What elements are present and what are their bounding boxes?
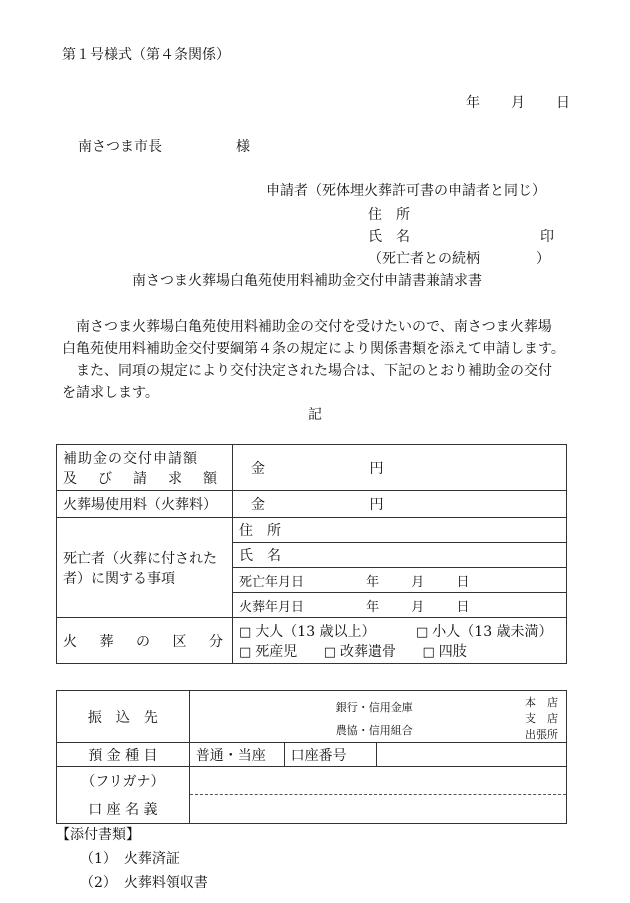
option-stillborn-label: 死産児 bbox=[255, 643, 298, 660]
requested-amount-label-line1: 補助金の交付申請額 bbox=[63, 450, 198, 467]
day-label: 日 bbox=[456, 574, 470, 590]
char: 及 bbox=[63, 470, 77, 487]
form-number: 第１号様式（第４条関係） bbox=[62, 47, 230, 63]
relation-label: （死亡者との続柄 ） bbox=[368, 251, 550, 267]
option-reburial-label: 改葬遺骨 bbox=[340, 643, 397, 660]
attachment-item-1: （1） 火葬済証 bbox=[80, 851, 180, 867]
bank-type-line2: 農協・信用組合 bbox=[335, 724, 413, 737]
branch-main: 本 店 bbox=[525, 696, 558, 709]
deceased-label bbox=[57, 518, 233, 618]
deceased-label-line1: 死亡者（火葬に付された bbox=[63, 550, 217, 567]
para2-line2: を請求します。 bbox=[62, 385, 159, 401]
month-label: 月 bbox=[411, 599, 425, 615]
date-year: 年 bbox=[466, 95, 480, 111]
cremation-date[interactable] bbox=[232, 593, 566, 618]
account-name-label bbox=[57, 767, 190, 824]
para2-line1: また、同項の規定により交付決定された場合は、下記のとおり補助金の交付 bbox=[76, 363, 552, 379]
applicant-address-label: 住 所 bbox=[368, 207, 410, 223]
row-account-name bbox=[57, 767, 567, 824]
body-paragraph-1 bbox=[62, 316, 582, 404]
ki-mark: 記 bbox=[308, 407, 322, 423]
row-cremation-category bbox=[57, 618, 567, 664]
branch-office: 出張所 bbox=[525, 728, 558, 741]
cremation-category-label bbox=[57, 618, 233, 664]
application-table bbox=[56, 444, 567, 664]
requested-amount-label bbox=[57, 445, 233, 491]
transfer-destination-value[interactable] bbox=[189, 691, 566, 743]
applicant-label: 申請者（死体埋火葬許可書の申請者と同じ） bbox=[266, 183, 546, 199]
checkbox-child[interactable]: □ bbox=[416, 624, 429, 640]
requested-amount-value[interactable] bbox=[232, 445, 566, 491]
option-adult-label: 大人（13 歳以上） bbox=[255, 623, 376, 640]
cremation-date-label: 火葬年月日 bbox=[238, 599, 304, 615]
honorific: 様 bbox=[236, 139, 250, 155]
usage-fee-label: 火葬場使用料（火葬料） bbox=[57, 491, 233, 518]
month-label: 月 bbox=[411, 574, 425, 590]
char: び bbox=[98, 470, 112, 487]
addressee: 南さつま市長 bbox=[78, 139, 162, 155]
deceased-label-line2: 者）に関する事項 bbox=[63, 570, 175, 587]
char: 額 bbox=[203, 470, 217, 487]
checkbox-stillborn[interactable]: □ bbox=[238, 644, 252, 660]
option-child-label: 小人（13 歳未満） bbox=[432, 623, 553, 640]
row-usage-fee bbox=[57, 491, 567, 518]
deceased-address[interactable]: 住 所 bbox=[232, 518, 566, 543]
char: 求 bbox=[168, 470, 182, 487]
date-day: 日 bbox=[556, 95, 570, 111]
kin-label: 金 bbox=[250, 497, 265, 513]
para1-line1: 南さつま火葬場白亀苑使用料補助金の交付を受けたいので、南さつま火葬場 bbox=[76, 319, 552, 335]
document-title: 南さつま火葬場白亀苑使用料補助金交付申請書兼請求書 bbox=[132, 273, 482, 289]
row-deceased-address bbox=[57, 518, 567, 543]
row-deposit-type bbox=[57, 743, 567, 767]
checkbox-adult[interactable]: □ bbox=[238, 624, 252, 640]
char: 区 bbox=[172, 633, 187, 650]
applicant-name-label: 氏 名 bbox=[368, 229, 410, 245]
date-month: 月 bbox=[511, 95, 525, 111]
char: 葬 bbox=[99, 633, 114, 650]
char: 分 bbox=[209, 633, 223, 650]
year-label: 年 bbox=[366, 574, 380, 590]
account-number-value[interactable] bbox=[377, 743, 567, 767]
furigana-label: （フリガナ） bbox=[81, 774, 165, 790]
branch-sub: 支 店 bbox=[525, 712, 558, 725]
deceased-name[interactable]: 氏 名 bbox=[232, 543, 566, 568]
para1-line2: 白亀苑使用料補助金交付要綱第４条の規定により関係書類を添えて申請します。 bbox=[62, 341, 565, 357]
cremation-category-options bbox=[232, 618, 566, 664]
option-limbs-label: 四肢 bbox=[438, 643, 467, 660]
account-name-value[interactable] bbox=[189, 767, 566, 824]
yen-label: 円 bbox=[369, 497, 384, 513]
requested-amount-label-line2 bbox=[63, 468, 217, 488]
account-name-label-text: 口 座 名 義 bbox=[88, 802, 158, 818]
attachments-heading: 【添付書類】 bbox=[56, 827, 140, 843]
char: 請 bbox=[133, 470, 147, 487]
day-label: 日 bbox=[456, 599, 470, 615]
yen-label: 円 bbox=[369, 460, 384, 477]
attachment-item-2: （2） 火葬料領収書 bbox=[80, 875, 208, 891]
death-date[interactable] bbox=[232, 568, 566, 593]
bank-transfer-table bbox=[56, 690, 567, 824]
furigana-field[interactable] bbox=[190, 767, 566, 795]
deposit-type-value[interactable]: 普通・当座 bbox=[189, 743, 284, 767]
account-number-label: 口座番号 bbox=[284, 743, 377, 767]
char: の bbox=[136, 633, 150, 650]
usage-fee-value[interactable] bbox=[232, 491, 566, 518]
checkbox-limbs[interactable]: □ bbox=[422, 644, 435, 660]
year-label: 年 bbox=[366, 599, 380, 615]
bank-type-line1: 銀行・信用金庫 bbox=[335, 701, 413, 714]
death-date-label: 死亡年月日 bbox=[238, 574, 304, 590]
row-transfer-destination bbox=[57, 691, 567, 743]
checkbox-reburial[interactable]: □ bbox=[323, 644, 337, 660]
seal-mark: 印 bbox=[540, 229, 554, 245]
account-name-field[interactable] bbox=[190, 795, 566, 823]
char: 火 bbox=[63, 633, 77, 650]
kin-label: 金 bbox=[250, 460, 265, 477]
transfer-destination-label: 振 込 先 bbox=[57, 691, 190, 743]
deposit-type-label: 預 金 種 目 bbox=[57, 743, 190, 767]
row-requested-amount bbox=[57, 445, 567, 491]
